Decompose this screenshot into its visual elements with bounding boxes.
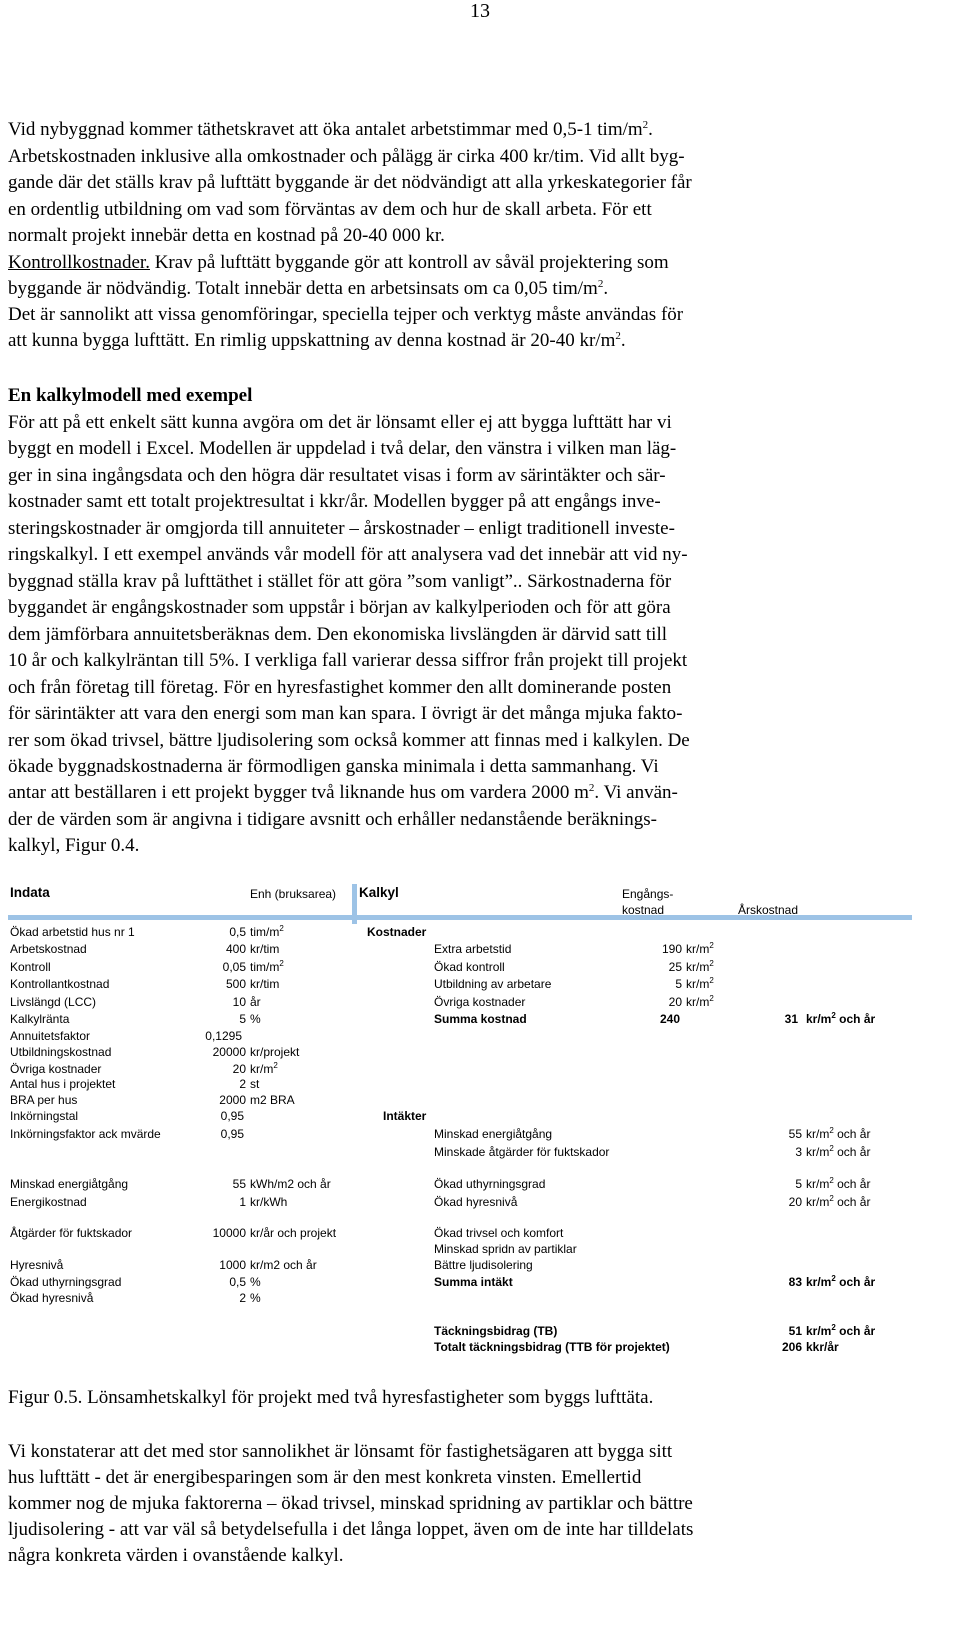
text-line: dem jämförbara annuitetsberäknas dem. Den ekonomiska livslängden är därvid satt till (8, 624, 667, 645)
input-label: Kontroll (10, 960, 51, 974)
cost-sum-unit: $kr/m^2$ och år (806, 1011, 876, 1026)
cost-unit: $kr/m^2$ (686, 976, 714, 991)
input-unit: st (250, 1077, 260, 1091)
input-unit: kWh/m2 och år (250, 1177, 331, 1191)
input-value: 0,1295 (205, 1029, 242, 1043)
input-value: 2 (239, 1077, 246, 1091)
year-cost-header: Årskostnad (738, 903, 799, 917)
text-line: Vi konstaterar att det med stor sannolikhet är lönsamt för fastighetsägaren att bygga sitt (8, 1441, 673, 1462)
input-label: Utbildningskostnad (10, 1045, 112, 1059)
input-value: 5 (239, 1012, 246, 1026)
income-label: Bättre ljudisolering (434, 1258, 533, 1272)
input-unit: m2 BRA (250, 1093, 295, 1107)
input-label: Kalkylränta (10, 1012, 70, 1026)
input-label: Kontrollantkostnad (10, 977, 110, 991)
cost-label: Utbildning av arbetare (434, 977, 552, 991)
text-line: kostnader samt ett totalt projektresultat i kkr/år. Modellen bygger på att engångs inve- (8, 491, 661, 512)
input-unit: $kr/m^2$ (250, 1061, 278, 1076)
income-value: 55 (788, 1127, 802, 1141)
income-heading: Intäkter (383, 1109, 427, 1123)
cost-sum-label: Summa kostnad (434, 1012, 527, 1026)
input-label: Inkörningstal (10, 1109, 79, 1123)
input-value: 0,5 (229, 1275, 246, 1289)
text-line: byggnad ställa krav på lufttäthet i stället för att göra ”som vanligt”.. Särkostnaderna för (8, 571, 672, 592)
text-line: Vid nybyggnad kommer täthetskravet att öka antalet arbetstimmar med 0,5-1 tim/$m^2$. (8, 119, 653, 140)
cost-unit: $kr/m^2$ (686, 959, 714, 974)
input-label: Hyresnivå (10, 1258, 64, 1272)
ttb-value: 206 (781, 1340, 802, 1354)
table-rule-left (8, 915, 352, 920)
text-line: För att på ett enkelt sätt kunna avgöra om det är lönsamt eller ej att bygga lufttätt har vi (8, 412, 672, 433)
ttb-unit: kkr/år (806, 1340, 839, 1354)
input-value: 10000 (212, 1226, 246, 1240)
income-sum-unit: $kr/m^2$ och år (806, 1274, 876, 1289)
text-line: kalkyl, Figur 0.4. (8, 835, 140, 856)
figure-caption: Figur 0.5. Lönsamhetskalkyl för projekt med två hyresfastigheter som byggs lufttäta. (8, 1387, 654, 1408)
input-value: 0,95 (220, 1109, 244, 1123)
input-unit: % (250, 1012, 261, 1026)
cost-label: Extra arbetstid (434, 942, 512, 956)
input-label: Ökad uthyrningsgrad (10, 1275, 122, 1289)
input-value: 0,05 (222, 960, 246, 974)
page-number: 13 (470, 0, 490, 22)
text-line: för särintäkter att vara den energi som man kan spara. I övrigt är det många mjuka fakto- (8, 703, 683, 724)
tb-unit: $kr/m^2$ och år (806, 1323, 876, 1338)
once-cost-header-2: kostnad (622, 903, 665, 917)
cost-value: 5 (675, 977, 682, 991)
input-unit: kr/kWh (250, 1195, 288, 1209)
input-unit: kr/m2 och år (250, 1258, 317, 1272)
input-value: 0,95 (220, 1127, 244, 1141)
input-value: 1 (239, 1195, 246, 1209)
input-label: Åtgärder för fuktskador (10, 1226, 133, 1240)
cost-unit: $kr/m^2$ (686, 941, 714, 956)
input-label: Annuitetsfaktor (10, 1029, 91, 1043)
input-unit: kr/projekt (250, 1045, 300, 1059)
input-value: 55 (232, 1177, 246, 1191)
text-line: byggande är nödvändig. Totalt innebär detta en arbetsinsats om ca 0,05 tim/$m^2$. (8, 278, 609, 299)
text-line: ringskalkyl. I ett exempel används vår modell för att analysera vad det innebär att vid ny- (8, 544, 688, 565)
text-line: en ordentlig utbildning om vad som förväntas av dem och hur de skall arbeta. För ett (8, 199, 652, 220)
text-line: och från företag till företag. För en hyresfastighet kommer den allt dominerande posten (8, 677, 672, 698)
text-line: kommer nog de mjuka faktorerna – ökad trivsel, minskad spridning av partiklar och bättre (8, 1493, 693, 1514)
text-line: der de värden som är angivna i tidigare avsnitt och erhåller nedanstående beräknings- (8, 809, 657, 830)
text-line: antar att beställaren i ett projekt bygger två liknande hus om vardera 2000 $m^2$. Vi använ- (8, 782, 678, 803)
text-line: Arbetskostnaden inklusive alla omkostnader och pålägg är cirka 400 kr/tim. Vid allt byg- (8, 146, 685, 167)
income-label: Minskad spridn av partiklar (434, 1242, 577, 1256)
input-value: 20000 (212, 1045, 246, 1059)
once-cost-header-1: Engångs- (622, 887, 674, 901)
text-line: några konkreta värden i ovanstående kalkyl. (8, 1545, 344, 1566)
text-line: Det är sannolikt att vissa genomföringar, speciella tejper och verktyg måste användas för (8, 304, 684, 325)
income-value: 3 (795, 1145, 802, 1159)
cost-value: 20 (668, 995, 682, 1009)
input-label: Övriga kostnader (10, 1062, 102, 1076)
text-line: hus lufttätt - det är energibesparingen som är den mest konkreta vinsten. Emellertid (8, 1467, 642, 1488)
text-line: normalt projekt innebär detta en kostnad på 20-40 000 kr. (8, 225, 445, 246)
text-line: ökade byggnadskostnaderna är förmodligen ganska minimala i detta sammanhang. Vi (8, 756, 659, 777)
input-unit: tim/$m^2$ (250, 959, 284, 974)
income-label: Ökad uthyrningsgrad (434, 1177, 546, 1191)
input-value: 2000 (219, 1093, 246, 1107)
cost-sum-once: 240 (660, 1012, 681, 1026)
input-label: Arbetskostnad (10, 942, 87, 956)
income-label: Ökad hyresnivå (434, 1195, 518, 1209)
income-unit: $kr/m^2$ och år (806, 1126, 871, 1141)
unit-header: Enh (bruksarea) (250, 887, 337, 901)
income-label: Minskad energiåtgång (434, 1127, 553, 1141)
text-line: 10 år och kalkylräntan till 5%. I verkliga fall varierar dessa siffror från projekt till projekt (8, 650, 688, 671)
income-sum-label: Summa intäkt (434, 1275, 513, 1289)
input-value: 400 (225, 942, 246, 956)
income-label: Minskade åtgärder för fuktskador (434, 1145, 610, 1159)
ttb-label: Totalt täckningsbidrag (TTB för projektet) (434, 1340, 670, 1354)
text-line: byggandet är engångskostnader som uppstår i början av kalkylperioden och för att göra (8, 597, 671, 618)
text-line: ger in sina ingångsdata och den högra där resultatet visas i form av särintäkter och sär- (8, 465, 666, 486)
income-unit: $kr/m^2$ och år (806, 1194, 871, 1209)
input-unit: kr/år och projekt (250, 1226, 337, 1240)
input-label: Antal hus i projektet (10, 1077, 116, 1091)
input-label: Inkörningsfaktor ack mvärde (10, 1127, 161, 1141)
tb-label: Täckningsbidrag (TB) (434, 1324, 558, 1338)
tb-value: 51 (788, 1324, 802, 1338)
cost-sum-year: 31 (784, 1012, 798, 1026)
input-value: 0,5 (229, 925, 246, 939)
income-label: Ökad trivsel och komfort (434, 1226, 564, 1240)
input-label: BRA per hus (10, 1093, 78, 1107)
input-label: Minskad energiåtgång (10, 1177, 129, 1191)
input-unit: kr/tim (250, 942, 280, 956)
input-label: Ökad arbetstid hus nr 1 (10, 925, 135, 939)
input-unit: kr/tim (250, 977, 280, 991)
text-line: att kunna bygga lufttätt. En rimlig uppskattning av denna kostnad är 20-40 $kr/m^2$. (8, 330, 626, 351)
costs-heading: Kostnader (367, 925, 427, 939)
input-value: 10 (232, 995, 246, 1009)
input-label: Energikostnad (10, 1195, 87, 1209)
income-value: 20 (788, 1195, 802, 1209)
cost-label: Ökad kontroll (434, 960, 505, 974)
text-line: steringskostnader är omgjorda till annuiteter – årskostnader – enligt traditionell investe- (8, 518, 675, 539)
cost-label: Övriga kostnader (434, 995, 526, 1009)
kontrollkostnader-label: Kontrollkostnader. (8, 252, 150, 273)
cost-unit: $kr/m^2$ (686, 994, 714, 1009)
text-line: ljudisolering - att var väl så betydelsefulla i det långa loppet, även om de inte har tilldelats (8, 1519, 694, 1540)
input-unit: % (250, 1275, 261, 1289)
input-value: 20 (232, 1062, 246, 1076)
input-unit: % (250, 1291, 261, 1305)
input-value: 1000 (219, 1258, 246, 1272)
input-label: Livslängd (LCC) (10, 995, 97, 1009)
input-unit: år (250, 995, 261, 1009)
input-value: 2 (239, 1291, 246, 1305)
income-unit: $kr/m^2$ och år (806, 1176, 871, 1191)
income-value: 5 (795, 1177, 802, 1191)
income-unit: $kr/m^2$ och år (806, 1144, 871, 1159)
indata-header: Indata (10, 885, 50, 900)
text-line: rer som ökad trivsel, bättre ljudisolering som också kommer att finnas med i kalkylen. De (8, 730, 690, 751)
text-line: Kontrollkostnader. Krav på lufttätt byggande gör att kontroll av såväl projektering som (8, 252, 669, 273)
input-label: Ökad hyresnivå (10, 1291, 94, 1305)
income-sum-value: 83 (788, 1275, 802, 1289)
text-line: byggt en modell i Excel. Modellen är uppdelad i två delar, den vänstra i vilken man läg- (8, 438, 677, 459)
cost-value: 25 (668, 960, 682, 974)
input-unit: tim/$m^2$ (250, 924, 284, 939)
text-line: gande där det ställs krav på lufttätt byggande är det nödvändigt att alla yrkeskategorier får (8, 172, 692, 193)
cost-value: 190 (661, 942, 682, 956)
section-heading: En kalkylmodell med exempel (8, 385, 253, 406)
kalkyl-header: Kalkyl (359, 885, 399, 900)
input-value: 500 (225, 977, 246, 991)
